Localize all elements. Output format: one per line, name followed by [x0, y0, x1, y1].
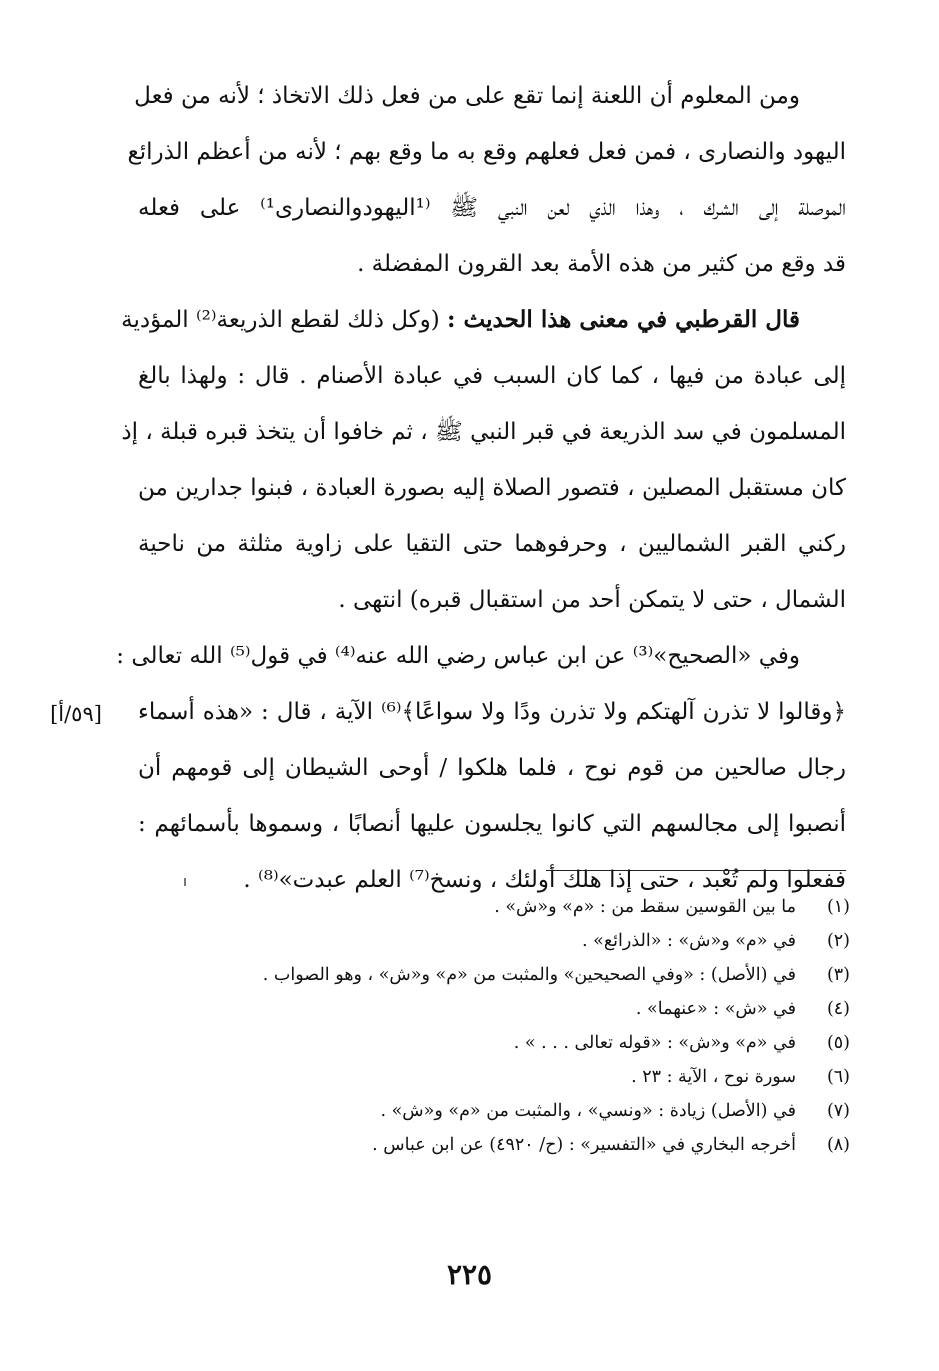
text-line: وفي «الصحيح»⁽³⁾ عن ابن عباس رضي الله عنه⁽⁴⁾ في قول⁽⁵⁾ الله تعالى :	[116, 643, 800, 669]
footnote-item	[150, 1094, 850, 1128]
footnote-text: أخرجه البخاري في «التفسير» : (ح/ ٤٩٢٠) عن ابن عباس .	[372, 1135, 796, 1155]
text-line: ومن المعلوم أن اللعنة إنما تقع على من فعل ذلك الاتخاذ ؛ لأنه من فعل	[134, 83, 800, 109]
main-text	[116, 68, 847, 908]
footnote-text: في (الأصل) زيادة : «ونسي» ، والمثبت من «م» و«ش» .	[380, 1101, 796, 1121]
footnote-number: (٣)	[826, 965, 850, 985]
footnote-number: (١)	[826, 897, 850, 917]
footnote-number: (٦)	[826, 1067, 850, 1087]
text-line-rest: (وكل ذلك لقطع الذريعة⁽²⁾ المؤدية	[121, 307, 448, 333]
footnote-item	[150, 890, 850, 924]
footnote-text: في «م» و«ش» : «الذرائع» .	[582, 931, 796, 951]
footnote-text: في (الأصل) : «وفي الصحيحين» والمثبت من «م» و«ش» ، وهو الصواب .	[262, 965, 796, 985]
text-line: اليهود والنصارى ، فمن فعل فعلهم وقع به ما وقع بهم ؛ لأنه من أعظم الذرائع	[127, 139, 846, 165]
footnote-item	[150, 924, 850, 958]
text-line: كان مستقبل المصلين ، فتصور الصلاة إليه بصورة العبادة ، فبنوا جدارين من	[138, 475, 846, 501]
footnote-text: في «ش» : «عنهما» .	[635, 999, 796, 1019]
text-line: إلى عبادة من فيها ، كما كان السبب في عبادة الأصنام . قال : ولهذا بالغ	[138, 363, 846, 389]
text-line: الموصلة إلى الشرك ، وهذا الذي لعن النبي ﷺ ⁽¹اليهودوالنصارى¹⁾ على فعله	[138, 195, 846, 221]
text-line: المسلمون في سد الذريعة في قبر النبي ﷺ ، ثم خافوا أن يتخذ قبره قبلة ، إذ	[121, 419, 846, 445]
footnote-number: (٧)	[826, 1101, 850, 1121]
footnote-text: ما بين القوسين سقط من : «م» و«ش» .	[494, 897, 796, 917]
text-line: ركني القبر الشماليين ، وحرفوهما حتى التقيا على زاوية مثلثة من ناحية	[138, 531, 846, 557]
footnote-number: (٥)	[826, 1033, 850, 1053]
footnotes	[150, 890, 850, 1162]
text-line: الشمال ، حتى لا يتمكن أحد من استقبال قبره) انتهى .	[338, 587, 846, 613]
footnote-number: (٤)	[826, 999, 850, 1019]
text-line: ففعلوا ولم تُعْبد ، حتى إذا هلك أولئك ، ونسخ⁽⁷⁾ العلم عبدت»⁽⁸⁾ .	[243, 867, 846, 893]
footnote-number: (٨)	[826, 1135, 850, 1155]
text-line: أنصبوا إلى مجالسهم التي كانوا يجلسون عليها أنصابًا ، وسموها بأسمائهم :	[138, 811, 846, 837]
footnote-item	[150, 992, 850, 1026]
text-line: قد وقع من كثير من هذه الأمة بعد القرون المفضلة .	[357, 251, 846, 277]
text-line: ﴿وقالوا لا تذرن آلهتكم ولا تذرن ودًا ولا سواعًا﴾⁽⁶⁾ الآية ، قال : «هذه أسماء	[138, 699, 847, 725]
footnote-divider	[546, 870, 846, 871]
footnote-item	[150, 1060, 850, 1094]
print-mark	[184, 878, 186, 886]
page-number: ٢٢٥	[446, 1258, 493, 1291]
footnote-item	[150, 1128, 850, 1162]
text-line: رجال صالحين من قوم نوح ، فلما هلكوا / أوحى الشيطان إلى قومهم أن	[138, 755, 846, 781]
footnote-item	[150, 958, 850, 992]
footnote-text: سورة نوح ، الآية : ٢٣ .	[631, 1067, 796, 1087]
footnote-text: في «م» و«ش» : «قوله تعالى . . . » .	[513, 1033, 796, 1053]
manuscript-folio-reference: [٥٩/أ]	[50, 702, 102, 726]
footnote-number: (٢)	[826, 931, 850, 951]
quote-lead: قال القرطبي في معنى هذا الحديث :	[447, 306, 800, 333]
text-line	[121, 292, 846, 348]
footnote-item	[150, 1026, 850, 1060]
